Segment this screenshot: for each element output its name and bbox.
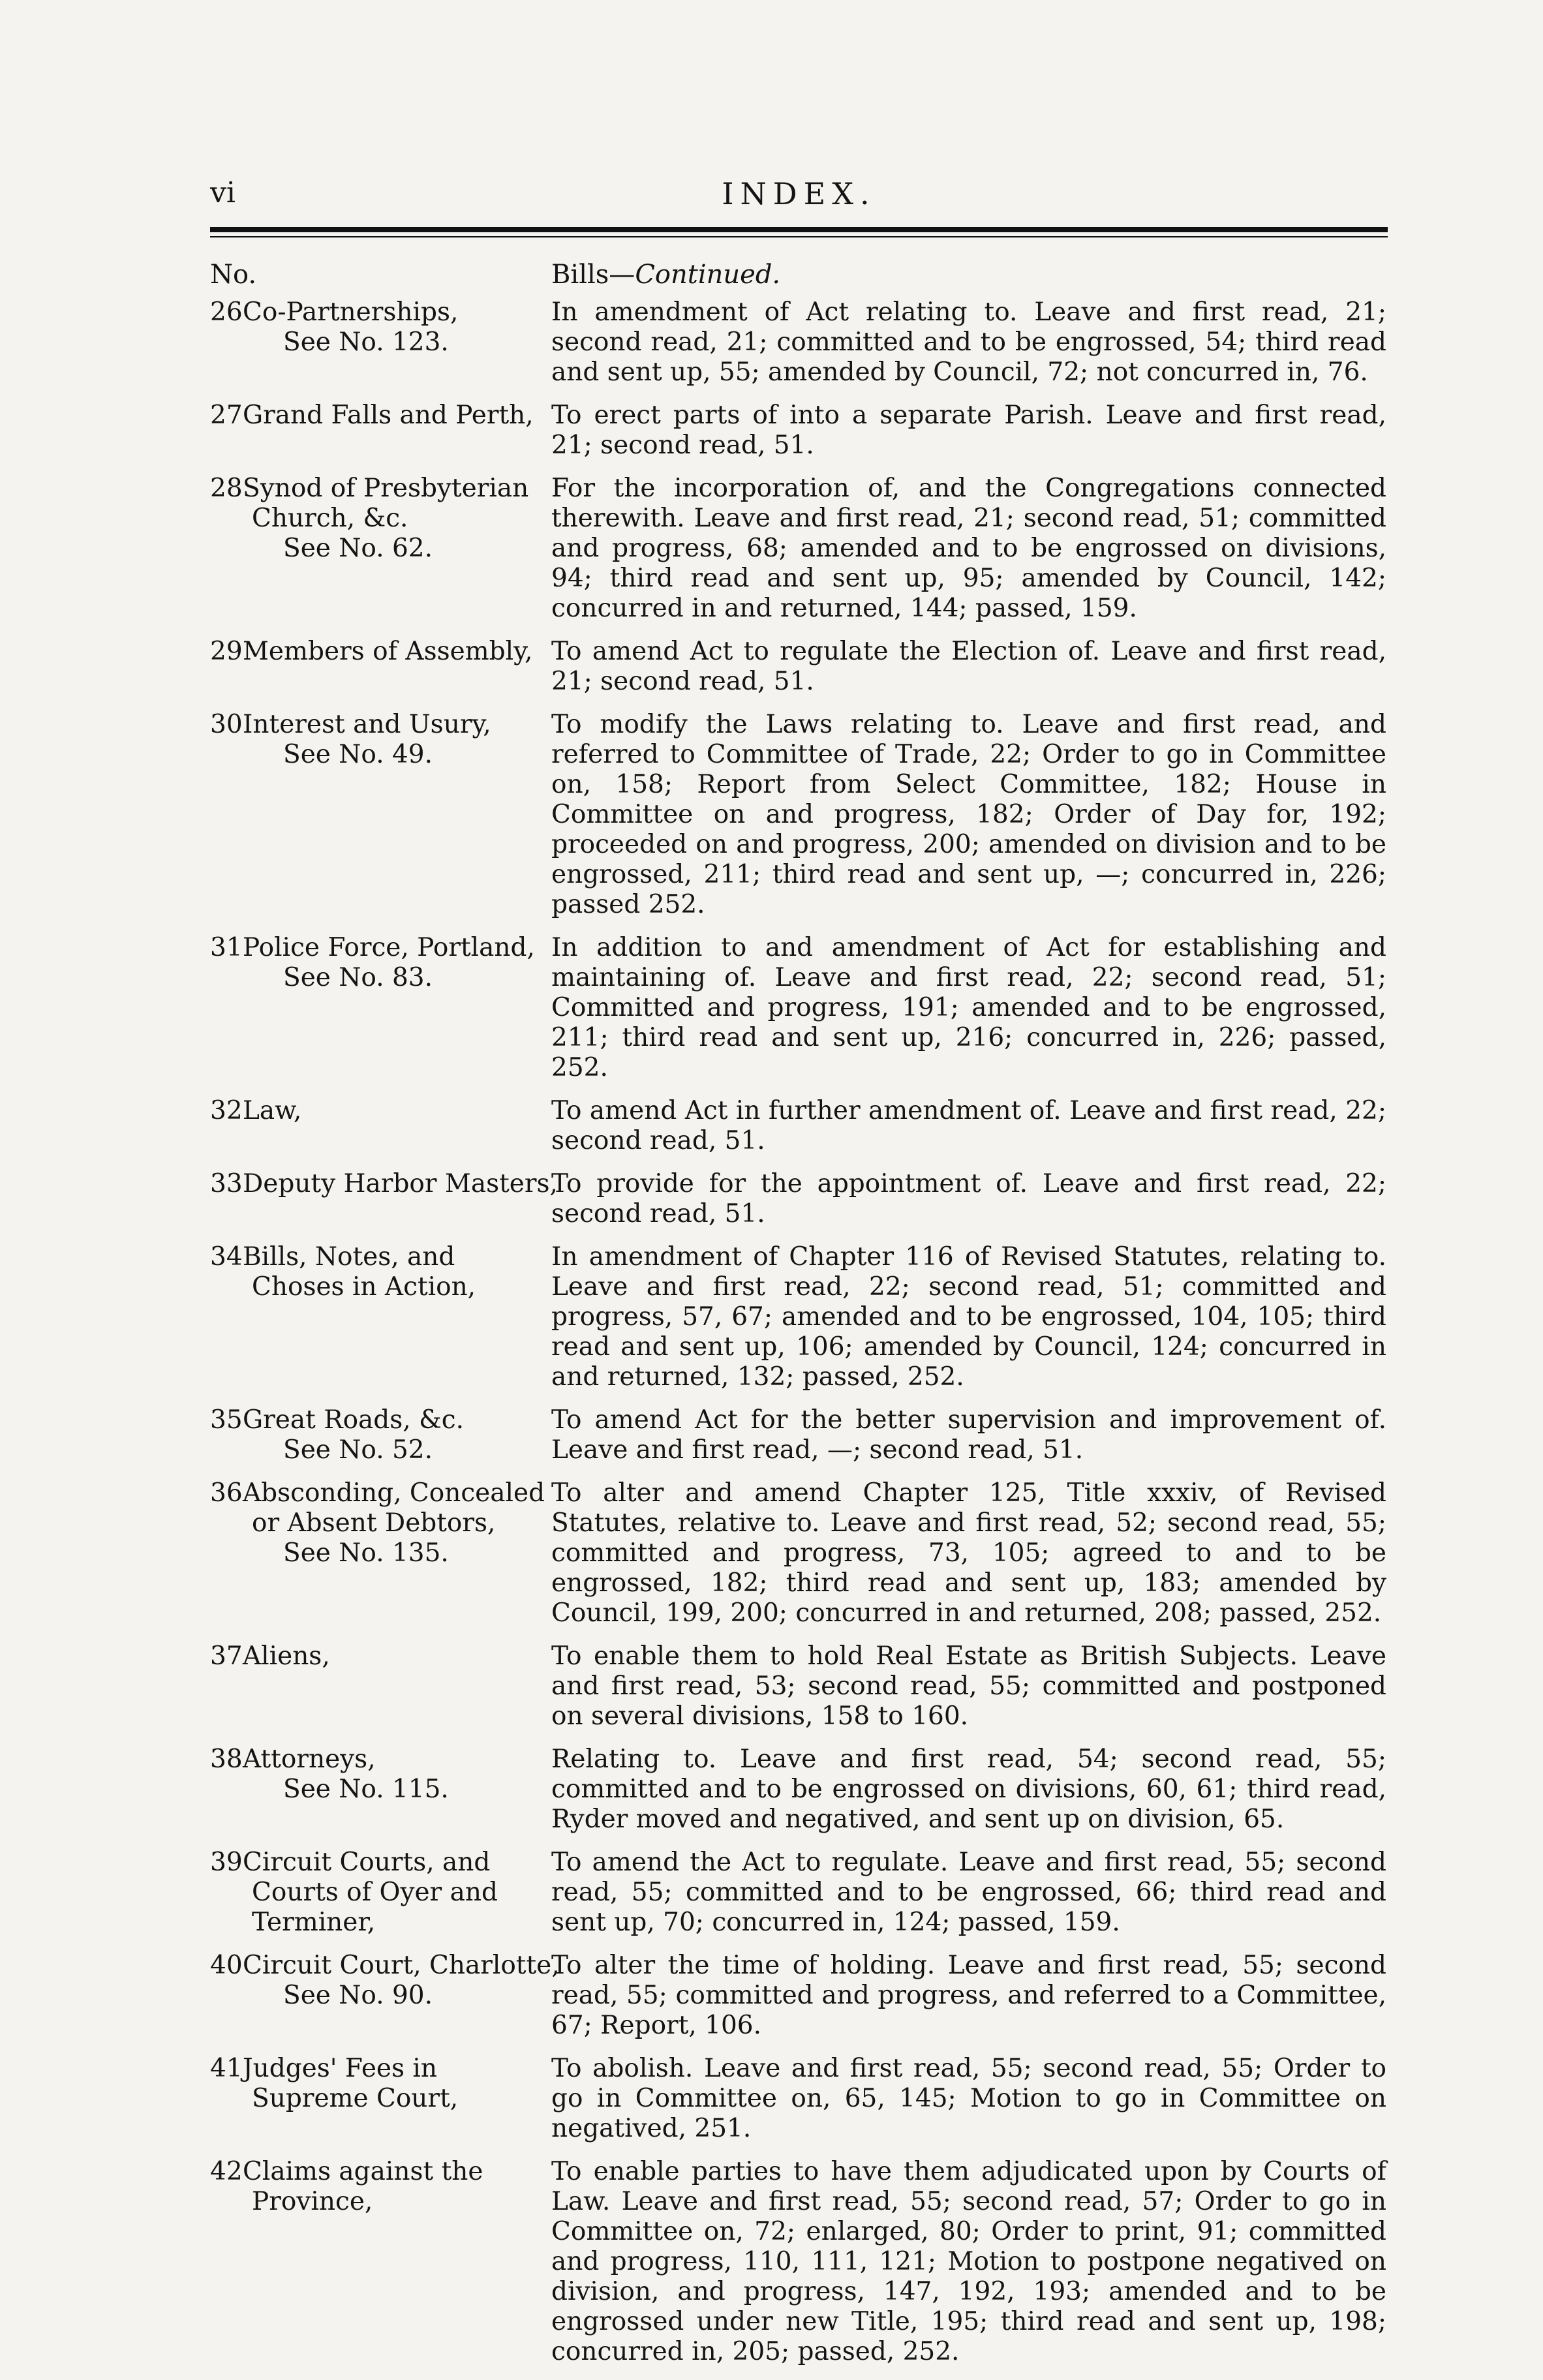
entry-subject <box>210 1951 560 2041</box>
entry-subject-line: Law, <box>243 1096 302 1125</box>
entry-description: In amendment of Chapter 116 of Revised Statutes, relating to. Leave and first read, 22; second read, 51; committed and progress, 57, 67; amended and to be engrossed, 104, 105; third read and sent up, 106; amended by Council, 124; concurred in and returned, 132; passed, 252. <box>551 1242 1386 1392</box>
section-label: Bills— <box>551 260 635 290</box>
entry-number: 39 <box>210 1848 243 1877</box>
entry-number: 37 <box>210 1641 243 1671</box>
index-entry <box>210 1641 1388 1732</box>
entry-number: 28 <box>210 474 243 503</box>
index-entries <box>210 298 1388 2380</box>
entry-description: To amend Act to regulate the Election of. Leave and first read, 21; second read, 51. <box>551 637 1386 696</box>
header-rule <box>210 227 1388 237</box>
entry-description: To amend Act for the better supervision and improvement of. Leave and first read, —; second read, 51. <box>551 1405 1386 1465</box>
entry-description: To abolish. Leave and first read, 55; second read, 55; Order to go in Committee on, 65, 145; Motion to go in Committee on negatived, 251. <box>551 2054 1386 2143</box>
index-entry <box>210 1405 1388 1465</box>
entry-description: In amendment of Act relating to. Leave and first read, 21; second read, 21; committed and to be engrossed, 54; third read and sent up, 55; amended by Council, 72; not concurred in, 76. <box>551 298 1386 387</box>
page-number: vi <box>210 176 236 209</box>
entry-subject <box>210 1641 551 1732</box>
entry-subject <box>210 1242 551 1392</box>
entry-cross-reference: See No. 49. <box>283 740 433 769</box>
entry-description: In addition to and amendment of Act for establishing and maintaining of. Leave and first read, 22; second read, 51; Committed and progress, 191; amended and to be engrossed, 211; third read and sent up, 216; concurred in, 226; passed, 252. <box>551 933 1386 1082</box>
entry-subject-line: Members of Assembly, <box>243 637 533 666</box>
entry-subject <box>210 1405 551 1465</box>
entry-number: 27 <box>210 401 243 430</box>
entry-description: To enable them to hold Real Estate as British Subjects. Leave and first read, 53; second read, 55; committed and postponed on several divisions, 158 to 160. <box>551 1641 1386 1731</box>
entry-cross-reference: See No. 90. <box>283 1981 433 2010</box>
entry-number: 35 <box>210 1405 243 1435</box>
entry-description: To modify the Laws relating to. Leave and first read, and referred to Committee of Trade, 22; Order to go in Committee on, 158; Report from Select Committee, 182; House in Committee on and progress, 182; Order of Day for, 192; proceeded on and progress, 200; amended on division and to be engrossed, 211; third read and sent up, —; concurred in, 226; passed 252. <box>551 710 1386 919</box>
entry-subject-line: or Absent Debtors, <box>252 1508 496 1538</box>
section-heading <box>551 258 780 291</box>
entry-subject-line: Supreme Court, <box>252 2084 459 2113</box>
entry-subject-line: Courts of Oyer and <box>252 1878 498 1907</box>
entry-subject <box>210 2157 551 2367</box>
entry-cross-reference: See No. 115. <box>283 1775 449 1804</box>
entry-subject <box>210 637 551 697</box>
index-entry <box>210 474 1388 624</box>
entry-subject-line: Claims against the <box>243 2157 483 2186</box>
index-entry <box>210 710 1388 920</box>
entry-subject-line: Attorneys, <box>243 1745 376 1774</box>
index-entry <box>210 298 1388 388</box>
entry-subject-line: Province, <box>252 2187 373 2216</box>
number-column-heading: No. <box>210 260 257 290</box>
entry-cross-reference: See No. 123. <box>283 328 449 357</box>
entry-number: 36 <box>210 1478 243 1508</box>
entry-cross-reference: See No. 52. <box>283 1435 433 1465</box>
entry-subject <box>210 298 551 388</box>
entry-subject-line: Church, &c. <box>252 504 408 533</box>
entry-description: To alter and amend Chapter 125, Title xxxiv, of Revised Statutes, relative to. Leave and first read, 52; second read, 55; committed and progress, 73, 105; agreed to and to be engrossed, 182; third read and sent up, 183; amended by Council, 199, 200; concurred in and returned, 208; passed, 252. <box>551 1478 1386 1628</box>
entry-subject <box>210 1745 551 1835</box>
entry-number: 40 <box>210 1951 243 1980</box>
entry-description: To erect parts of into a separate Parish. Leave and first read, 21; second read, 51. <box>551 401 1386 460</box>
index-entry <box>210 1848 1388 1938</box>
index-entry <box>210 637 1388 697</box>
entry-number: 29 <box>210 637 243 666</box>
entry-cross-reference: See No. 62. <box>283 534 433 563</box>
index-entry <box>210 1745 1388 1835</box>
entry-subject <box>210 474 551 624</box>
entry-description: To enable parties to have them adjudicated upon by Courts of Law. Leave and first read, 55; second read, 57; Order to go in Committee on, 72; enlarged, 80; Order to print, 91; committed and progress, 110, 111, 121; Motion to postpone negatived on division, and progress, 147, 192, 193; amended and to be engrossed under new Title, 195; third read and sent up, 198; concurred in, 205; passed, 252. <box>551 2157 1386 2366</box>
entry-subject <box>210 1848 551 1938</box>
entry-subject-line: Interest and Usury, <box>243 710 491 739</box>
entry-number: 42 <box>210 2157 243 2186</box>
entry-description: To provide for the appointment of. Leave and first read, 22; second read, 51. <box>551 1169 1386 1228</box>
entry-description: For the incorporation of, and the Congregations connected therewith. Leave and first read, 21; second read, 51; committed and progress, 68; amended and to be engrossed on divisions, 94; third read and sent up, 95; amended by Council, 142; concurred in and returned, 144; passed, 159. <box>551 474 1386 623</box>
section-continued: Continued. <box>635 260 781 290</box>
entry-subject-line: Absconding, Concealed <box>243 1478 545 1508</box>
entry-subject <box>210 1478 551 1628</box>
entry-number: 41 <box>210 2054 243 2083</box>
index-entry <box>210 1478 1388 1628</box>
entry-subject-line: Judges' Fees in <box>243 2054 437 2083</box>
entry-subject-line: Co-Partnerships, <box>243 298 459 327</box>
index-entry <box>210 401 1388 461</box>
page-title: INDEX. <box>722 176 876 211</box>
entry-subject-line: Bills, Notes, and <box>243 1242 455 1272</box>
entry-subject <box>210 710 551 920</box>
entry-subject-line: Police Force, Portland, <box>243 933 535 962</box>
entry-subject <box>210 1169 558 1229</box>
entry-subject <box>210 2054 551 2144</box>
entry-description: To amend the Act to regulate. Leave and first read, 55; second read, 55; committed and to be engrossed, 66; third read and sent up, 70; concurred in, 124; passed, 159. <box>551 1848 1386 1937</box>
entry-subject-line: Choses in Action, <box>252 1272 476 1302</box>
entry-number: 32 <box>210 1096 243 1125</box>
entry-subject-line: Great Roads, &c. <box>243 1405 465 1435</box>
entry-description: Relating to. Leave and first read, 54; second read, 55; committed and to be engrossed on divisions, 60, 61; third read, Ryder moved and negatived, and sent up on division, 65. <box>551 1745 1386 1834</box>
entry-subject-line: Circuit Courts, and <box>243 1848 491 1877</box>
index-entry <box>210 1096 1388 1156</box>
entry-number: 33 <box>210 1169 243 1198</box>
entry-subject <box>210 933 551 1083</box>
index-entry <box>210 1242 1388 1392</box>
entry-subject <box>210 1096 551 1156</box>
entry-subject-line: Deputy Harbor Masters, <box>243 1169 558 1198</box>
entry-subject-line: Terminer, <box>252 1908 376 1937</box>
index-entry <box>210 2157 1388 2367</box>
entry-subject <box>210 401 551 461</box>
entry-cross-reference: See No. 135. <box>283 1538 449 1568</box>
entry-description: To alter the time of holding. Leave and first read, 55; second read, 55; committed and progress, and referred to a Committee, 67; Report, 106. <box>551 1951 1386 2040</box>
entry-subject-line: Grand Falls and Perth, <box>243 401 534 430</box>
entry-description: To amend Act in further amendment of. Leave and first read, 22; second read, 51. <box>551 1096 1386 1155</box>
entry-cross-reference: See No. 83. <box>283 963 433 992</box>
entry-subject-line: Circuit Court, Charlotte, <box>243 1951 560 1980</box>
index-entry <box>210 1169 1388 1229</box>
entry-number: 34 <box>210 1242 243 1272</box>
entry-number: 31 <box>210 933 243 962</box>
entry-number: 30 <box>210 710 243 739</box>
index-entry <box>210 1951 1388 2041</box>
entry-subject-line: Synod of Presbyterian <box>243 474 529 503</box>
entry-number: 38 <box>210 1745 243 1774</box>
page-header <box>210 176 1388 222</box>
index-entry <box>210 2054 1388 2144</box>
index-entry <box>210 933 1388 1083</box>
entry-subject-line: Aliens, <box>243 1641 330 1671</box>
entry-number: 26 <box>210 298 243 327</box>
